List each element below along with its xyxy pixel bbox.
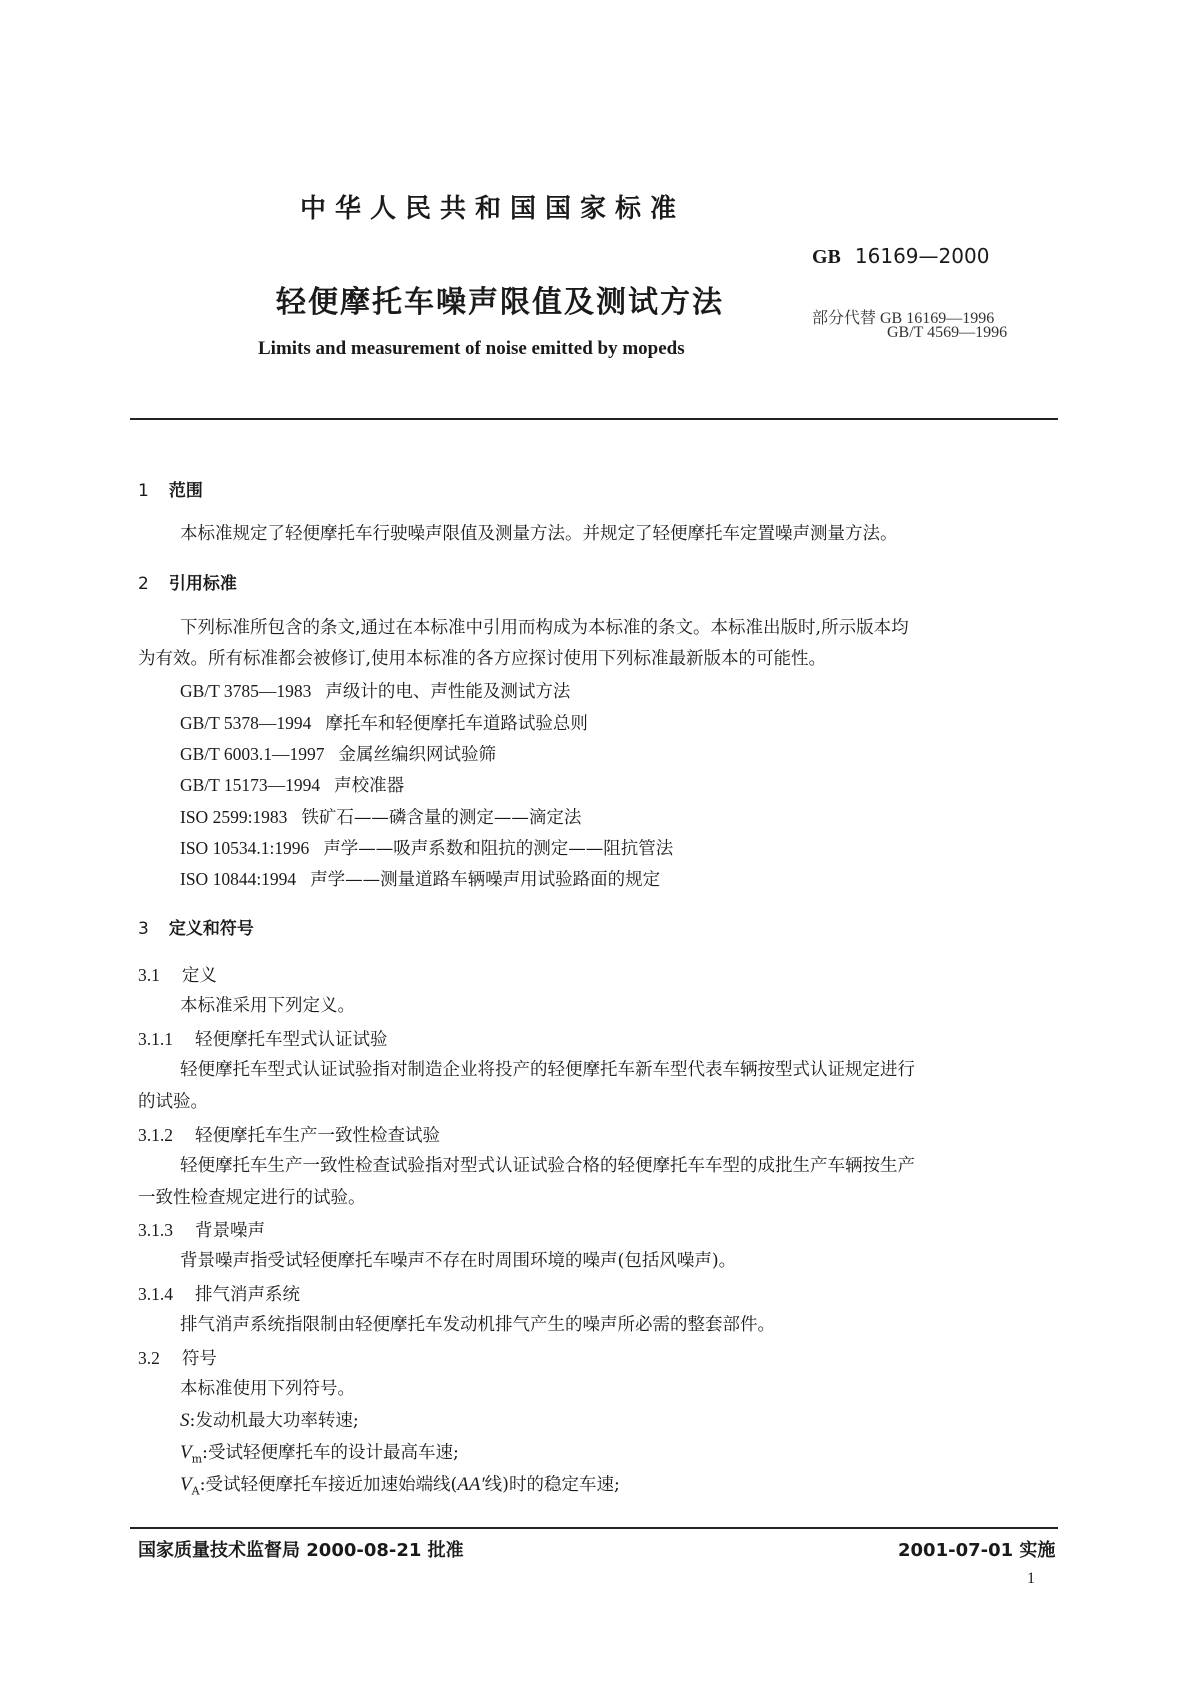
subsection-number: 3.1.3	[138, 1220, 173, 1240]
symbol-description: :发动机最大功率转速;	[189, 1411, 359, 1431]
symbol-subscript: m	[191, 1452, 203, 1466]
reference-item	[180, 835, 673, 860]
reference-code: GB/T 3785—1983	[180, 681, 312, 701]
subsection-3-1-4-text: 排气消声系统指限制由轻便摩托车发动机排气产生的噪声所必需的整套部件。	[180, 1315, 775, 1335]
reference-code: ISO 10534.1:1996	[180, 838, 310, 858]
reference-item	[180, 678, 570, 703]
symbol-inline: AA′	[457, 1474, 485, 1495]
subsection-3-1-1-text-line-2: 的试验。	[138, 1092, 208, 1112]
reference-title: 金属丝编织网试验筛	[338, 745, 497, 765]
section-1-heading	[138, 476, 203, 501]
subsection-3-1-4-heading	[138, 1281, 300, 1306]
standard-title-cn: 轻便摩托车噪声限值及测试方法	[276, 285, 724, 320]
subsection-3-1-1-text-line-1: 轻便摩托车型式认证试验指对制造企业将投产的轻便摩托车新车型代表车辆按型式认证规定进行	[180, 1060, 915, 1080]
subsection-number: 3.1.4	[138, 1284, 173, 1304]
footer-divider	[130, 1527, 1058, 1529]
section-title: 引用标准	[168, 574, 237, 594]
symbol: S	[180, 1410, 190, 1431]
header-divider	[130, 418, 1058, 420]
symbol-definition	[180, 1405, 359, 1437]
subsection-title: 定义	[181, 966, 217, 986]
subsection-3-2-heading	[138, 1345, 217, 1370]
subsection-3-1-text: 本标准采用下列定义。	[180, 996, 355, 1016]
reference-code: GB/T 5378—1994	[180, 713, 312, 733]
approval-date: 国家质量技术监督局 2000-08-21 批准	[138, 1540, 464, 1561]
standard-prefix: GB	[812, 246, 841, 268]
implementation-date: 2001-07-01 实施	[898, 1540, 1056, 1561]
subsection-title: 轻便摩托车型式认证试验	[195, 1030, 388, 1050]
national-standard-heading: 中华人民共和国国家标准	[300, 194, 686, 224]
replaces-note-1: 部分代替 GB 16169—1996	[812, 310, 995, 327]
subsection-3-1-2-heading	[138, 1122, 440, 1147]
section-number: 2	[138, 574, 149, 594]
subsection-title: 符号	[181, 1349, 217, 1369]
symbol-definition	[180, 1469, 620, 1508]
symbol-description-end: 线)时的稳定车速;	[484, 1475, 620, 1495]
reference-code: GB/T 15173—1994	[180, 775, 321, 795]
subsection-number: 3.1	[138, 965, 160, 985]
section-2-text-line-2: 为有效。所有标准都会被修订,使用本标准的各方应探讨使用下列标准最新版本的可能性。	[138, 649, 827, 669]
page-number: 1	[1027, 1570, 1035, 1587]
reference-title: 声校准器	[334, 776, 405, 796]
subsection-3-1-1-heading	[138, 1026, 388, 1051]
subsection-3-1-3-heading	[138, 1217, 265, 1242]
subsection-title: 排气消声系统	[195, 1285, 300, 1305]
reference-item	[180, 866, 660, 891]
subsection-3-1-3-text: 背景噪声指受试轻便摩托车噪声不存在时周围环境的噪声(包括风噪声)。	[180, 1251, 737, 1271]
reference-title: 声学——测量道路车辆噪声用试验路面的规定	[310, 870, 661, 890]
symbol-description: :受试轻便摩托车接近加速始端线(	[199, 1475, 458, 1495]
symbol: V	[180, 1442, 192, 1463]
subsection-number: 3.1.2	[138, 1125, 173, 1145]
standard-title-en: Limits and measurement of noise emitted by mopeds	[258, 338, 685, 359]
reference-title: 声学——吸声系数和阻抗的测定——阻抗管法	[323, 839, 674, 859]
subsection-title: 背景噪声	[195, 1221, 265, 1241]
reference-code: ISO 2599:1983	[180, 807, 288, 827]
reference-item	[180, 772, 404, 797]
subsection-3-1-2-text-line-1: 轻便摩托车生产一致性检查试验指对型式认证试验合格的轻便摩托车车型的成批生产车辆按生产	[180, 1156, 915, 1176]
reference-code: GB/T 6003.1—1997	[180, 744, 325, 764]
subsection-3-1-heading	[138, 962, 217, 987]
reference-item	[180, 804, 581, 829]
section-number: 3	[138, 919, 149, 939]
replaces-note-2: GB/T 4569—1996	[887, 324, 1008, 341]
symbol-description: :受试轻便摩托车的设计最高车速;	[202, 1443, 459, 1463]
subsection-number: 3.1.1	[138, 1029, 173, 1049]
section-title: 范围	[168, 481, 203, 501]
subsection-3-1-2-text-line-2: 一致性检查规定进行的试验。	[138, 1188, 366, 1208]
reference-code: ISO 10844:1994	[180, 869, 297, 889]
section-1-text: 本标准规定了轻便摩托车行驶噪声限值及测量方法。并规定了轻便摩托车定置噪声测量方法。	[180, 524, 898, 544]
section-2-text-line-1: 下列标准所包含的条文,通过在本标准中引用而构成为本标准的条文。本标准出版时,所示版本均	[180, 618, 909, 638]
section-2-heading	[138, 569, 237, 594]
reference-title: 声级计的电、声性能及测试方法	[325, 682, 571, 702]
standard-number-value: 16169—2000	[854, 244, 990, 268]
section-3-heading	[138, 914, 254, 939]
standard-number	[812, 244, 989, 269]
subsection-number: 3.2	[138, 1348, 160, 1368]
symbol: V	[180, 1474, 192, 1495]
subsection-title: 轻便摩托车生产一致性检查试验	[195, 1126, 440, 1146]
section-title: 定义和符号	[168, 919, 254, 939]
symbol-subscript: A	[191, 1484, 200, 1498]
section-number: 1	[138, 481, 149, 501]
reference-title: 铁矿石——磷含量的测定——滴定法	[301, 808, 582, 828]
reference-item	[180, 741, 496, 766]
reference-title: 摩托车和轻便摩托车道路试验总则	[325, 714, 588, 734]
reference-item	[180, 710, 588, 735]
subsection-3-2-text: 本标准使用下列符号。	[180, 1379, 355, 1399]
